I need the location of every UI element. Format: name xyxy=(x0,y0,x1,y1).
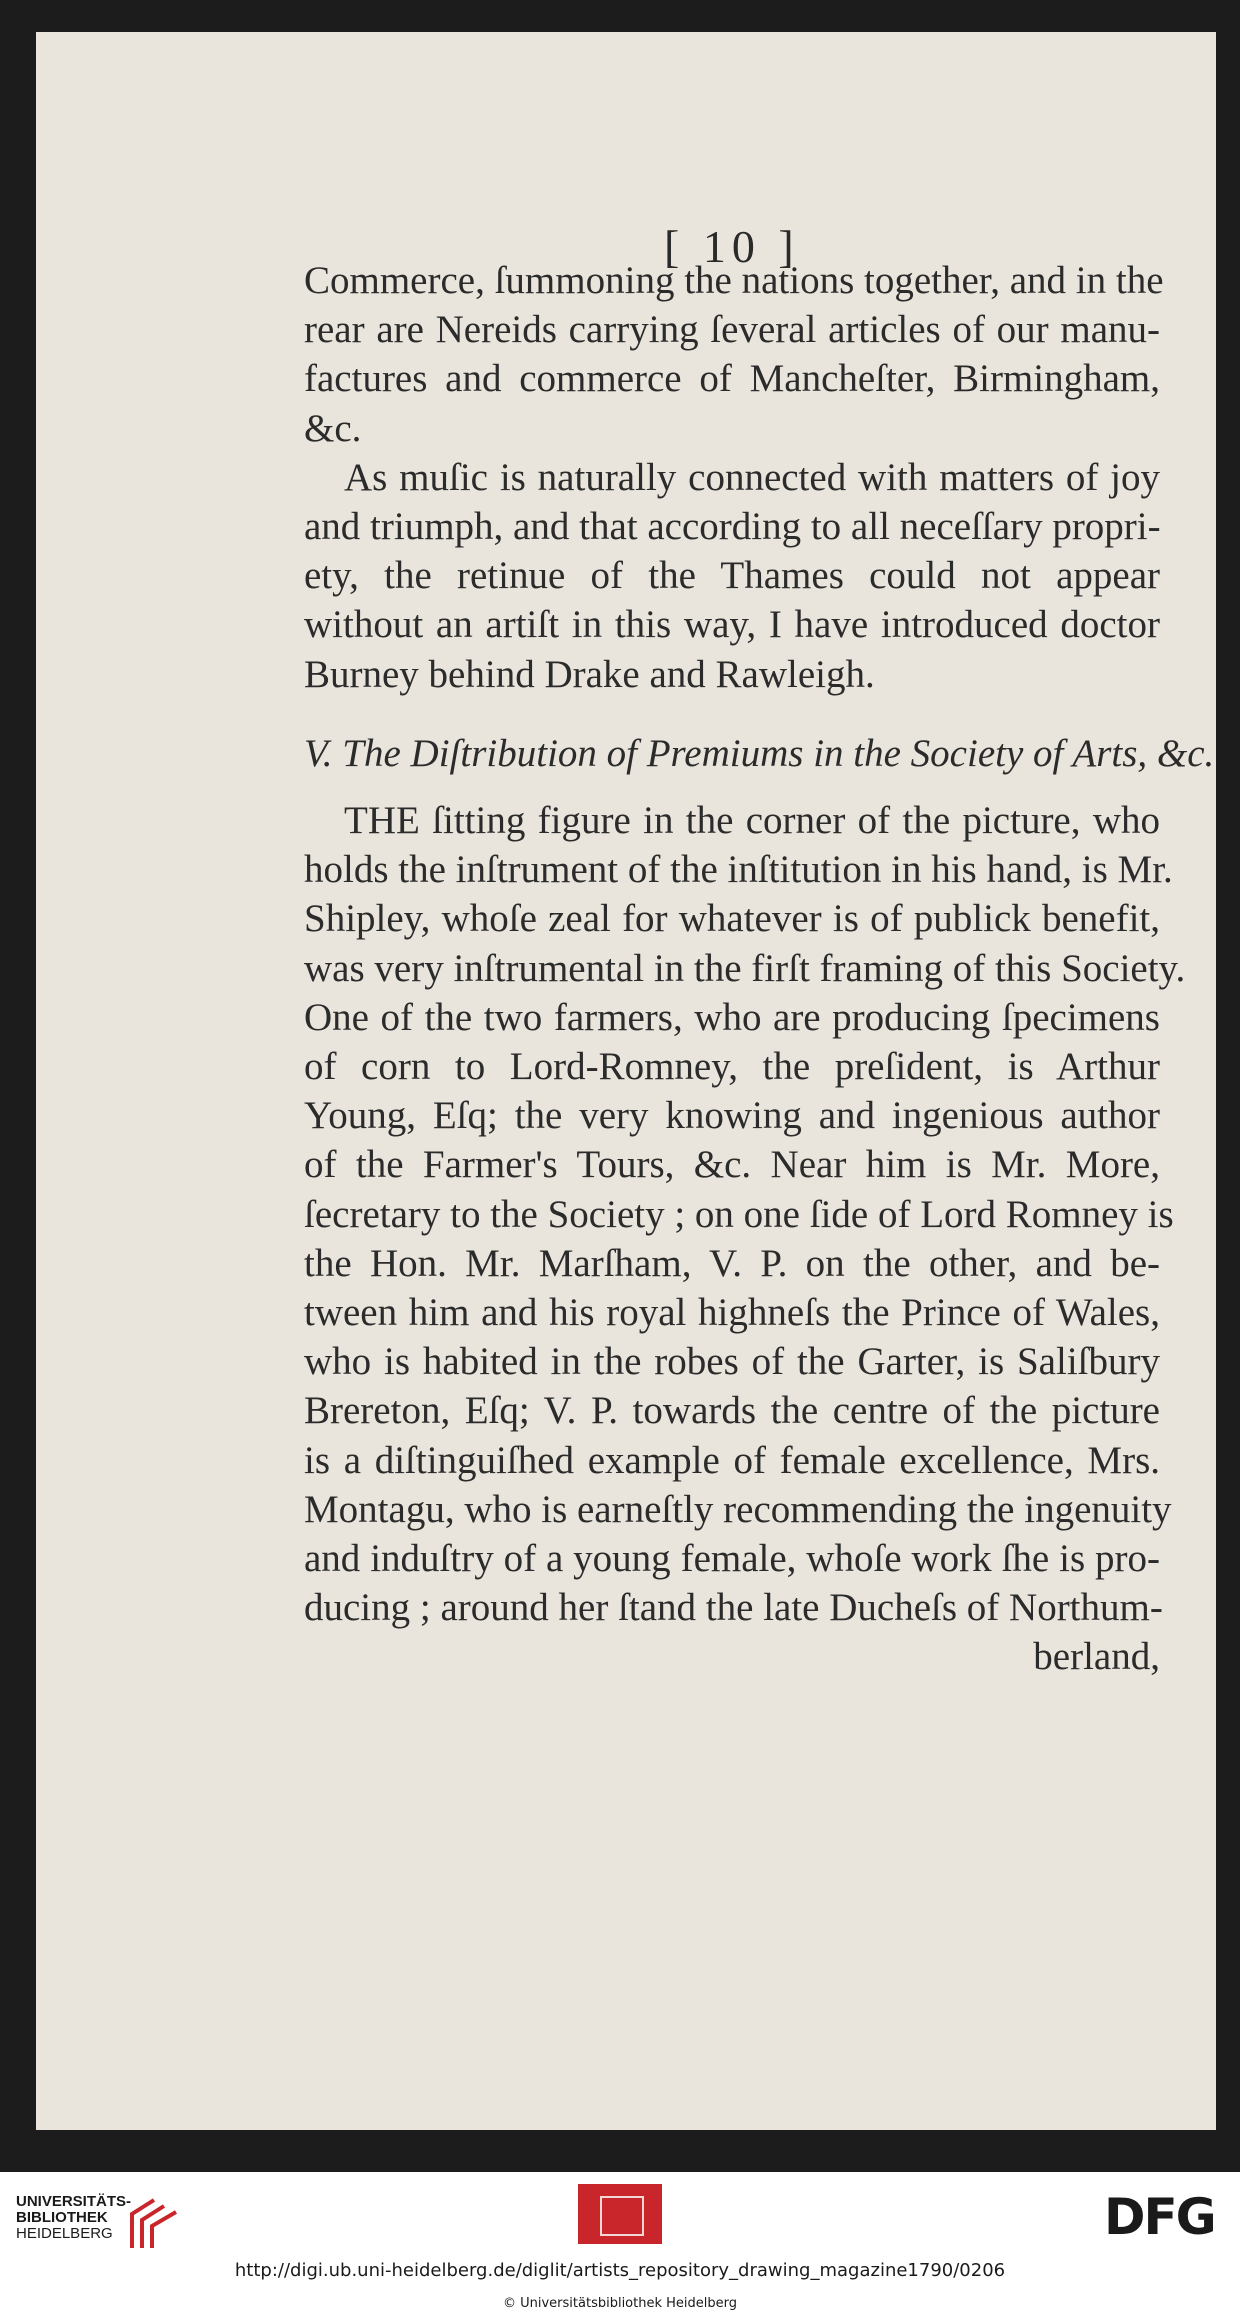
library-logo[interactable] xyxy=(16,2188,186,2248)
text-line: &c. xyxy=(304,406,362,450)
text-line: holds the inſtrument of the inſtitution in his hand, is Mr. xyxy=(304,848,1173,892)
permalink[interactable]: http://digi.ub.uni-heidelberg.de/diglit/artists_repository_drawing_magazine1790/0206 xyxy=(234,2260,1006,2281)
text-line: Shipley, whoſe zeal for whatever is of publick benefit, xyxy=(304,897,1160,941)
text-line: and triumph, and that according to all neceſſary propri- xyxy=(304,505,1161,549)
library-name-line2: BIBLIOTHEK xyxy=(16,2209,108,2226)
text-line: tween him and his royal highneſs the Prince of Wales, xyxy=(304,1291,1160,1335)
page-number: [ 10 ] xyxy=(664,221,800,272)
text-line: without an artiſt in this way, I have introduced doctor xyxy=(304,603,1160,647)
text-line: Commerce, ſummoning the nations together, and in the xyxy=(304,259,1164,302)
library-mark-icon xyxy=(124,2196,184,2256)
text-line: is a diſtinguiſhed example of female excellence, Mrs. xyxy=(304,1438,1160,1482)
text-line: was very inſtrumental in the firſt framing of this Society. xyxy=(304,946,1186,990)
catchword: berland, xyxy=(1033,1635,1160,1679)
text-line: who is habited in the robes of the Garter, is Saliſbury xyxy=(304,1340,1160,1384)
text-line: ducing ; around her ſtand the late Ducheſs of Northum- xyxy=(304,1586,1163,1630)
text-line: Brereton, Eſq; V. P. towards the centre of the picture xyxy=(304,1389,1160,1433)
section-heading: V. The Diſtribution of Premiums in the Society of Arts, &c. xyxy=(304,731,1215,775)
viewer-footer xyxy=(0,2172,1240,2324)
text-line: of the Farmer's Tours, &c. Near him is Mr. More, xyxy=(304,1143,1160,1187)
library-name-line3: HEIDELBERG xyxy=(16,2225,113,2242)
text-line: As muſic is naturally connected with matters of joy xyxy=(344,455,1160,499)
text-line: Young, Eſq; the very knowing and ingenious author xyxy=(304,1094,1160,1138)
library-name-line1: UNIVERSITÄTS- xyxy=(16,2193,132,2210)
text-line: Burney behind Drake and Rawleigh. xyxy=(304,652,875,696)
text-line: THE ſitting figure in the corner of the picture, who xyxy=(344,799,1160,843)
page-body xyxy=(304,256,1215,1682)
text-line: of corn to Lord-Romney, the preſident, is Arthur xyxy=(304,1045,1160,1089)
copyright-text: © Universitätsbibliothek Heidelberg xyxy=(502,2296,737,2311)
text-line: ſecretary to the Society ; on one ſide of Lord Romney is xyxy=(304,1192,1174,1236)
text-line: ety, the retinue of the Thames could not appear xyxy=(304,554,1160,598)
text-line: and induſtry of a young female, whoſe work ſhe is pro- xyxy=(304,1537,1160,1581)
text-line: the Hon. Mr. Marſham, V. P. on the other, and be- xyxy=(304,1241,1160,1285)
text-line: Montagu, who is earneſtly recommending the ingenuity xyxy=(304,1487,1172,1531)
text-line: rear are Nereids carrying ſeveral articles of our manu- xyxy=(304,308,1160,352)
seal-logo-icon[interactable] xyxy=(578,2184,662,2244)
dfg-logo[interactable]: DFG xyxy=(1104,2188,1215,2246)
text-line: One of the two farmers, who are producing ſpecimens xyxy=(304,995,1160,1039)
text-line: factures and commerce of Mancheſter, Birmingham, xyxy=(304,357,1160,401)
